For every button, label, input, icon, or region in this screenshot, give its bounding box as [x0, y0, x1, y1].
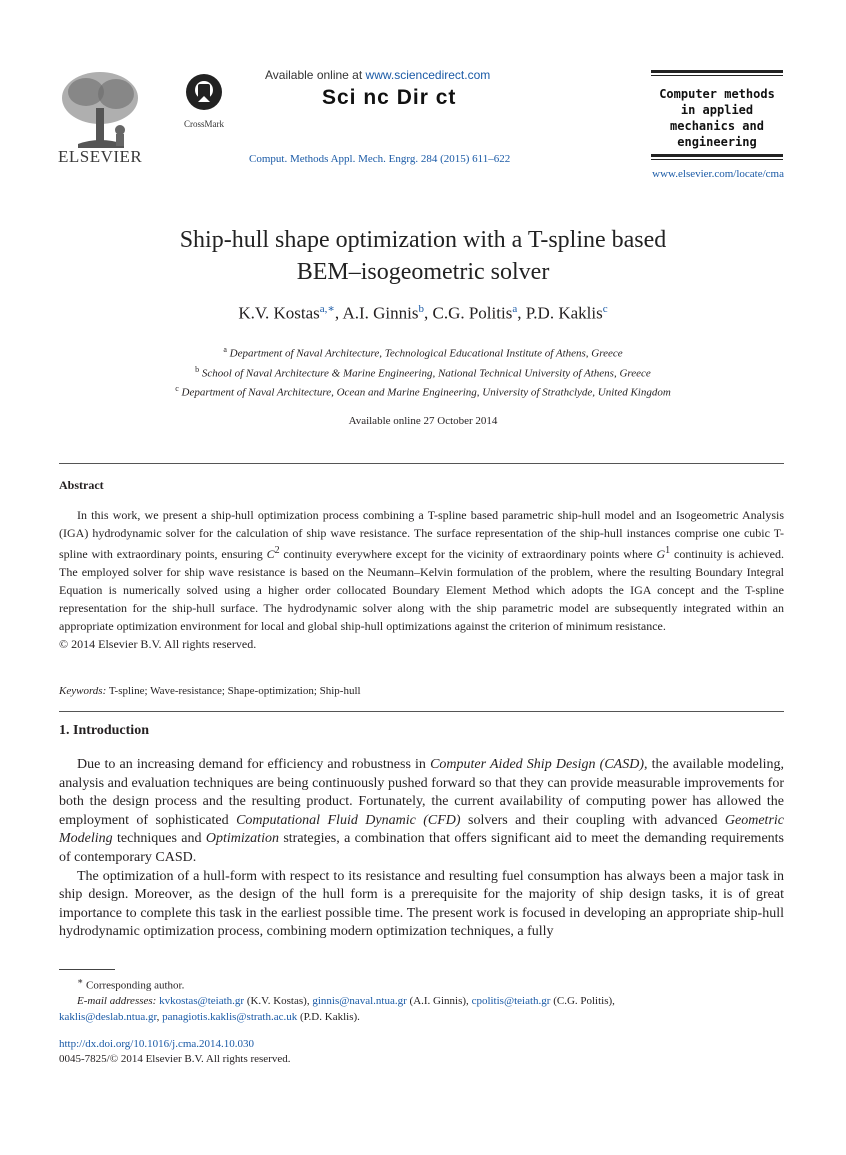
doi-block — [59, 1037, 291, 1067]
footnotes — [59, 974, 784, 1025]
journal-name-line: mechanics and — [670, 119, 764, 133]
abstract-heading: Abstract — [59, 478, 104, 492]
email-owner: (K.V. Kostas), — [244, 995, 313, 1008]
keywords-line — [59, 685, 361, 697]
email-link[interactable]: panagiotis.kaklis@strath.ac.uk — [162, 1010, 298, 1023]
footnote-text: Corresponding author. — [83, 979, 185, 992]
available-online-line — [265, 68, 490, 82]
intro-text: , the available modeling, analysis and evaluation techniques are being continuously pushed forward so that they can provide measurable improvements for both the design process and the resulting product. Fortunately, the current availability of computing power has allowed the employment of sophisticated — [59, 757, 784, 828]
email-owner: (P.D. Kaklis). — [297, 1010, 360, 1023]
available-online-date: Available online 27 October 2014 — [348, 415, 498, 427]
author-name: P.D. Kaklis — [525, 303, 603, 323]
sciencedirect-link[interactable]: www.sciencedirect.com — [365, 68, 491, 82]
author-name: A.I. Ginnis — [342, 303, 419, 323]
abstract-text: continuity everywhere except for the vicinity of extraordinary points where — [279, 547, 657, 561]
footnote-rule — [59, 969, 115, 970]
intro-text: Due to an increasing demand for efficiency and robustness in — [77, 757, 431, 772]
affiliation — [0, 342, 846, 362]
author-list: K.V. Kostas$^{a,∗}$, A.I. Ginnis$^b$, C.G. Politis$^a$, P.D. Kaklis$^c$ — [238, 303, 608, 323]
intro-emph: Optimization — [205, 831, 279, 847]
doi-link[interactable]: http://dx.doi.org/10.1016/j.cma.2014.10.030 — [59, 1038, 255, 1050]
email-owner: (C.G. Politis), — [550, 995, 615, 1008]
affiliation-list — [0, 342, 846, 401]
journal-box-rule-bottom-thin — [651, 159, 783, 160]
affiliation-text: Department of Naval Architecture, Ocean and Marine Engineering, University of Strathclyde, United Kingdom — [181, 386, 671, 399]
math-sup: 2 — [274, 545, 280, 556]
keywords-text: T-spline; Wave-resistance; Shape-optimization; Ship-hull — [106, 685, 361, 697]
affiliation-text: Department of Naval Architecture, Technological Educational Institute of Athens, Greece — [229, 347, 623, 360]
author-affil-link[interactable]: b — [418, 303, 424, 315]
journal-url-link[interactable]: www.elsevier.com/locate/cma — [652, 168, 784, 180]
author-name: C.G. Politis — [432, 303, 513, 323]
affiliation-mark: a — [223, 345, 227, 354]
email-addresses — [59, 994, 784, 1010]
paper-title — [0, 224, 846, 288]
abstract-body — [59, 506, 784, 653]
intro-text: strategies, a combination that offers significant aid to meet the demanding requirements of contemporary CASD. — [59, 831, 784, 865]
affiliation — [0, 362, 846, 382]
intro-paragraph: The optimization of a hull-form with respect to its resistance and resulting fuel consumption has always been a major task in ship design. Moreover, as the design of the hull form is a prerequisite for the majority of ship design tasks, it is of great importance to complete this task in the earliest possible time. The present work is focused in developing an appropriate ship-hull hydrodynamic optimization process, combining modern optimization techniques, a fully — [59, 868, 784, 940]
intro-text: techniques and — [112, 831, 206, 847]
abstract-top-rule — [59, 463, 784, 464]
crossmark-badge[interactable] — [176, 72, 232, 129]
email-owner: , — [156, 1010, 163, 1023]
affiliation-mark: c — [175, 384, 179, 394]
journal-name-line: Computer methods — [659, 87, 775, 101]
journal-name — [651, 76, 783, 154]
author-affil-link[interactable]: a,∗ — [319, 303, 335, 315]
affiliation — [0, 381, 846, 401]
abstract-copyright: © 2014 Elsevier B.V. All rights reserved. — [59, 637, 257, 651]
email-link[interactable]: ginnis@naval.ntua.gr — [312, 995, 407, 1008]
email-link[interactable]: cpolitis@teiath.gr — [471, 995, 551, 1008]
keywords-label: Keywords: — [59, 685, 107, 697]
journal-name-line: in applied — [680, 103, 754, 117]
email-label: E-mail addresses: — [77, 995, 157, 1008]
math-sup: 1 — [665, 545, 671, 556]
email-owner: (A.I. Ginnis), — [406, 995, 472, 1008]
abstract-text: In this work, we present a ship-hull optimization process combining a T-spline based parametric ship-hull model and an Isogeometric Analysis (IGA) hydrodynamic solver for the calculation of ship wave resistance. The surface representation of the ship-hull instances comprise one cubic T-spline with extraordinary points, ensuring — [59, 508, 784, 561]
crossmark-icon — [184, 72, 224, 112]
email-link[interactable]: kvkostas@teiath.gr — [159, 995, 245, 1008]
journal-box-rule-top — [651, 70, 783, 73]
keywords-bottom-rule — [59, 711, 784, 712]
section-heading: 1. Introduction — [59, 723, 149, 738]
math-g: G — [656, 547, 666, 561]
journal-name-line: engineering — [677, 135, 757, 149]
math-c: C — [266, 547, 275, 561]
intro-emph: Computational Fluid Dynamic (CFD) — [236, 812, 461, 828]
email-addresses-cont — [59, 1010, 784, 1026]
title-line: Ship-hull shape optimization with a T-spline based — [179, 227, 667, 253]
author-affil-link[interactable]: c — [602, 303, 608, 315]
email-link[interactable]: kaklis@deslab.ntua.gr — [59, 1010, 157, 1023]
affiliation-mark: b — [195, 364, 200, 374]
introduction-body — [59, 756, 784, 942]
sciencedirect-logo: Sci nc Dir ct — [322, 86, 457, 109]
affiliation-text: School of Naval Architecture & Marine Engineering, National Technical University of Athens, Greece — [201, 367, 651, 380]
footnote-mark: ∗ — [77, 976, 84, 986]
abstract-paragraph — [59, 506, 784, 635]
issn-line: 0045-7825/© 2014 Elsevier B.V. All rights reserved. — [59, 1053, 291, 1065]
journal-box-rule-bottom — [651, 154, 783, 157]
elsevier-wordmark: ELSEVIER — [58, 147, 143, 166]
author-name: K.V. Kostas — [238, 303, 320, 323]
journal-reference[interactable]: Comput. Methods Appl. Mech. Engrg. 284 (2015) 611–622 — [249, 153, 511, 165]
title-line: BEM–isogeometric solver — [296, 259, 550, 285]
intro-emph: Geometric Modeling — [59, 812, 784, 847]
intro-paragraph — [59, 756, 784, 868]
abstract-text: continuity is achieved. The employed solver for ship wave resistance is based on the Neumann–Kelvin formulation of the problem, where the resulting Boundary Integral Equation is numerically solved using a higher order collocated Boundary Element Method which adopts the IGA concept and the T-spline representation for the ship-hull surface. The hydrodynamic solver along with the ship parametric model are subsequently integrated within an appropriate optimization environment for local and global ship-hull optimizations against the criterion of minimum resistance. — [59, 547, 784, 633]
author-affil-link[interactable]: a — [512, 303, 518, 315]
intro-emph: Computer Aided Ship Design (CASD) — [430, 757, 645, 772]
available-online-prefix: Available online at — [265, 68, 366, 82]
intro-text: solvers and their coupling with advanced — [460, 812, 725, 828]
journal-title-box — [651, 70, 783, 160]
crossmark-label: CrossMark — [184, 119, 224, 129]
corresponding-author-note — [59, 974, 784, 994]
